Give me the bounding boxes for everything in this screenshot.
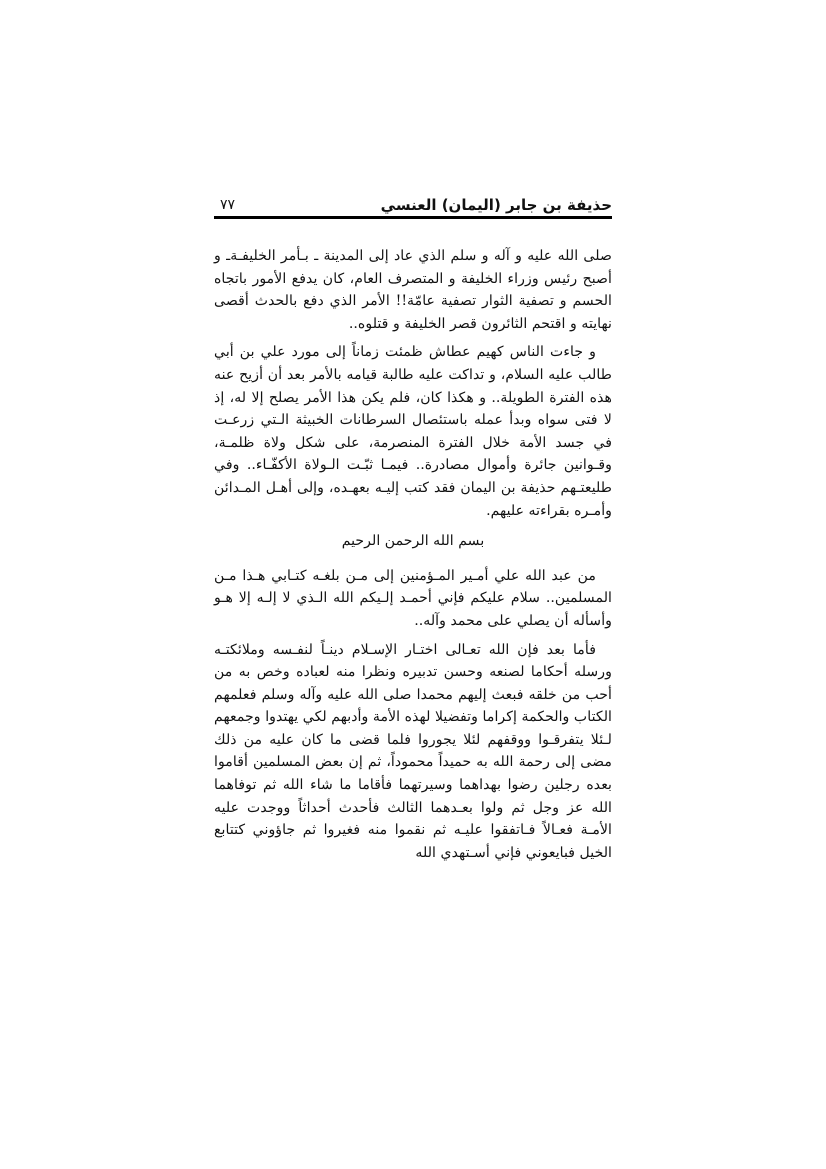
paragraph-4: فأما بعد فإن الله تعـالى اختـار الإسـلام دينـاً لنفـسه وملائكتـه ورسله أحكاما لصنعه وحسن تدبيره ونظرا منه لعباده وخص به من أحب من خلقه فبعث إليهم محمدا صلى الله عليه وآله وسلم فعلمهم الكتاب والحكمة إكراما وتفضيلا لهذه الأمة وأدبهم لكي يهتدوا وجمعهم لـئلا يتفرقـوا ووقفهم لئلا يجوروا فلما قضى ما كان عليه من ذلك مضى إلى رحمة الله به حميداً محموداً، ثم إن بعض المسلمين أقاموا بعده رجلين رضوا بهداهما وسيرتهما فأقاما ما شاء الله ثم توفاهما الله عز وجل ثم ولوا بعـدهما الثالث فأحدث أحداثاً ووجدت عليه الأمـة فعـالاً فـاتفقوا عليـه ثم نقموا منه فغيروا ثم جاؤوني كتتابع الخيل فبايعوني فإني أسـتهدي الله: [214, 641, 612, 861]
page-body: [214, 245, 612, 864]
paragraph-1: صلى الله عليه و آله و سلم الذي عاد إلى المدينة ـ بـأمر الخليفـةـ و أصبح رئيس وزراء الخليفة و المتصرف العام، كان يدفع الأمور باتجاه الحسم و تصفية الثوار تصفية عامّة!! الأمر الذي دفع بالحدث أقصى نهايته و اقتحم الثائرون قصر الخليفة و قتلوه..: [214, 248, 612, 332]
page-number: ٧٧: [220, 197, 236, 213]
chapter-title: حذيفة بن جابر (اليمان) العنسي: [380, 196, 612, 214]
book-page: [214, 180, 612, 870]
paragraph-2: و جاءت الناس كهيم عطاش ظمئت زماناً إلى مورد علي بن أبي طالب عليه السلام، و تداكت عليه طالبة قيامه بالأمر بعد أن أزيح عنه هذه الفترة الطويلة.. و هكذا كان، فلم يكن هذا الأمر يصلح إلا له، إذ لا فتى سواه وبدأ عمله باستئصال السرطانات الخبيثة الـتي زرعـت في جسد الأمة خلال الفترة المنصرمة، على شكل ولاة ظلمـة، وقـوانين جائرة وأموال مصادرة.. فيمـا ثبّـت الـولاة الأكفّـاء.. وفي طليعتـهم حذيفة بن اليمان فقد كتب إليـه بعهـده، وإلى أهـل المـدائن وأمـره بقراءته عليهم.: [214, 344, 612, 519]
basmala-heading: بسم الله الرحمن الرحيم: [341, 533, 485, 550]
running-header: [214, 180, 612, 219]
paragraph-3: من عبد الله علي أمـير المـؤمنين إلى مـن بلغـه كتـابي هـذا مـن المسلمين.. سلام عليكم فإني أحمـد إلـيكم الله الـذي لا إلـه إلا هـو وأسأله أن يصلي على محمد وآله..: [214, 567, 612, 629]
